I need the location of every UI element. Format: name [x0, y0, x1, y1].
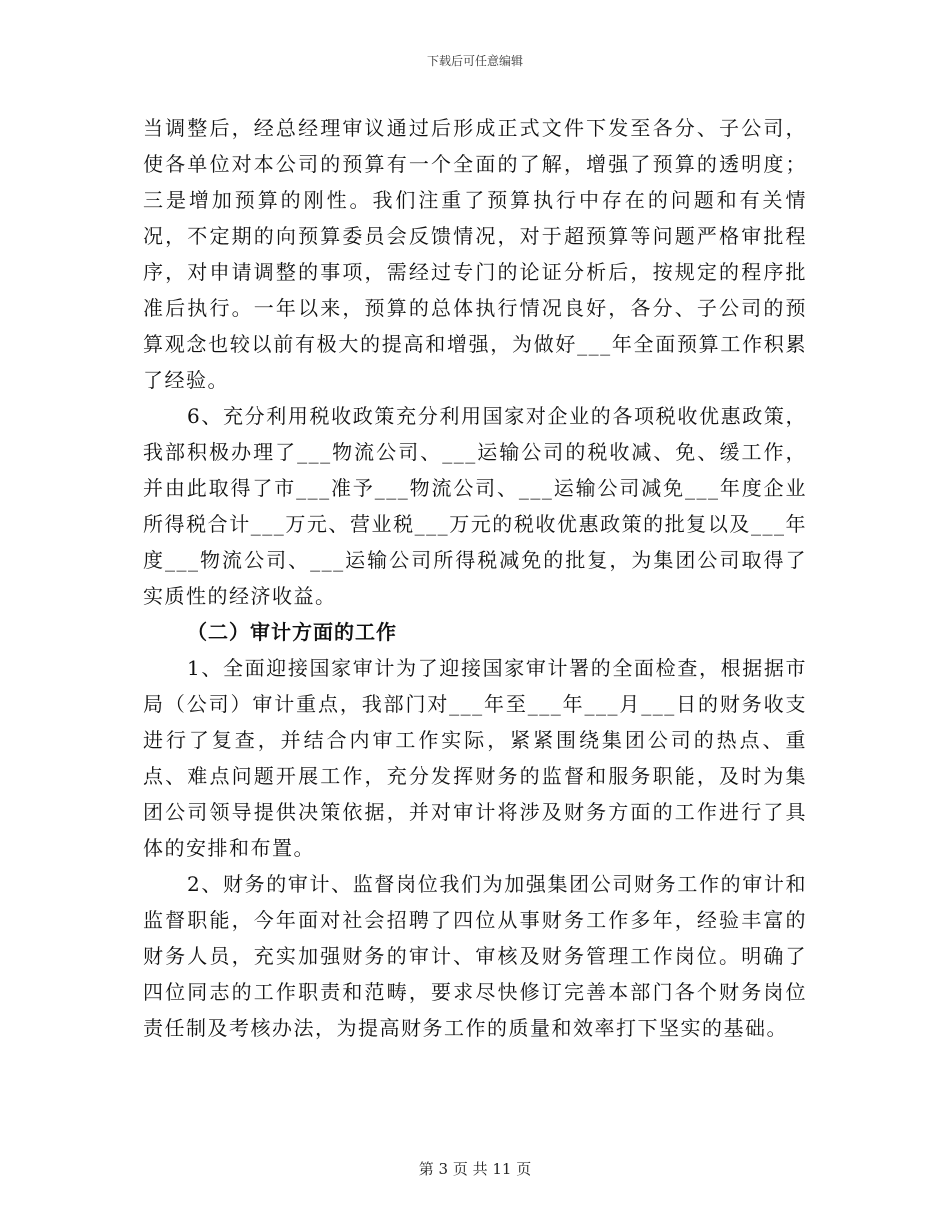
paragraph-audit-supervision: 2、财务的审计、监督岗位我们为加强集团公司财务工作的审计和监督职能，今年面对社会招聘了四位从事财务工作多年，经验丰富的财务人员，充实加强财务的审计、审核及财务管理工作岗位。明确了四位同志的工作职责和范畴，要求尽快修订完善本部门各个财务岗位责任制及考核办法，为提高财务工作的质量和效率打下坚实的基础。 [143, 872, 807, 1040]
page-number: 第 3 页 共 11 页 [418, 1160, 532, 1178]
document-body [143, 110, 807, 1046]
section-heading-audit: （二）审计方面的工作 [187, 620, 397, 644]
paragraph-national-audit: 1、全面迎接国家审计为了迎接国家审计署的全面检查，根据据市局（公司）审计重点，我部门对___年至___年___月___日的财务收支进行了复查，并结合内审工作实际，紧紧围绕集团公司的热点、重点、难点问题开展工作，充分发挥财务的监督和服务职能，及时为集团公司领导提供决策依据，并对审计将涉及财务方面的工作进行了具体的安排和布置。 [143, 656, 807, 860]
paragraph-budget-continued: 当调整后，经总经理审议通过后形成正式文件下发至各分、子公司，使各单位对本公司的预算有一个全面的了解，增强了预算的透明度；三是增加预算的刚性。我们注重了预算执行中存在的问题和有关情况，不定期的向预算委员会反馈情况，对于超预算等问题严格审批程序，对申请调整的事项，需经过专门的论证分析后，按规定的程序批准后执行。一年以来，预算的总体执行情况良好，各分、子公司的预算观念也较以前有极大的提高和增强，为做好___年全面预算工作积累了经验。 [143, 116, 807, 392]
page-header-note: 下载后可任意编辑 [426, 54, 523, 68]
paragraph-tax-policy: 6、充分利用税收政策充分利用国家对企业的各项税收优惠政策，我部积极办理了___物流公司、___运输公司的税收减、免、缓工作，并由此取得了市___准予___物流公司、___运输公司减免___年度企业所得税合计___万元、营业税___万元的税收优惠政策的批复以及___年度___物流公司、___运输公司所得税减免的批复，为集团公司取得了实质性的经济收益。 [143, 404, 807, 608]
